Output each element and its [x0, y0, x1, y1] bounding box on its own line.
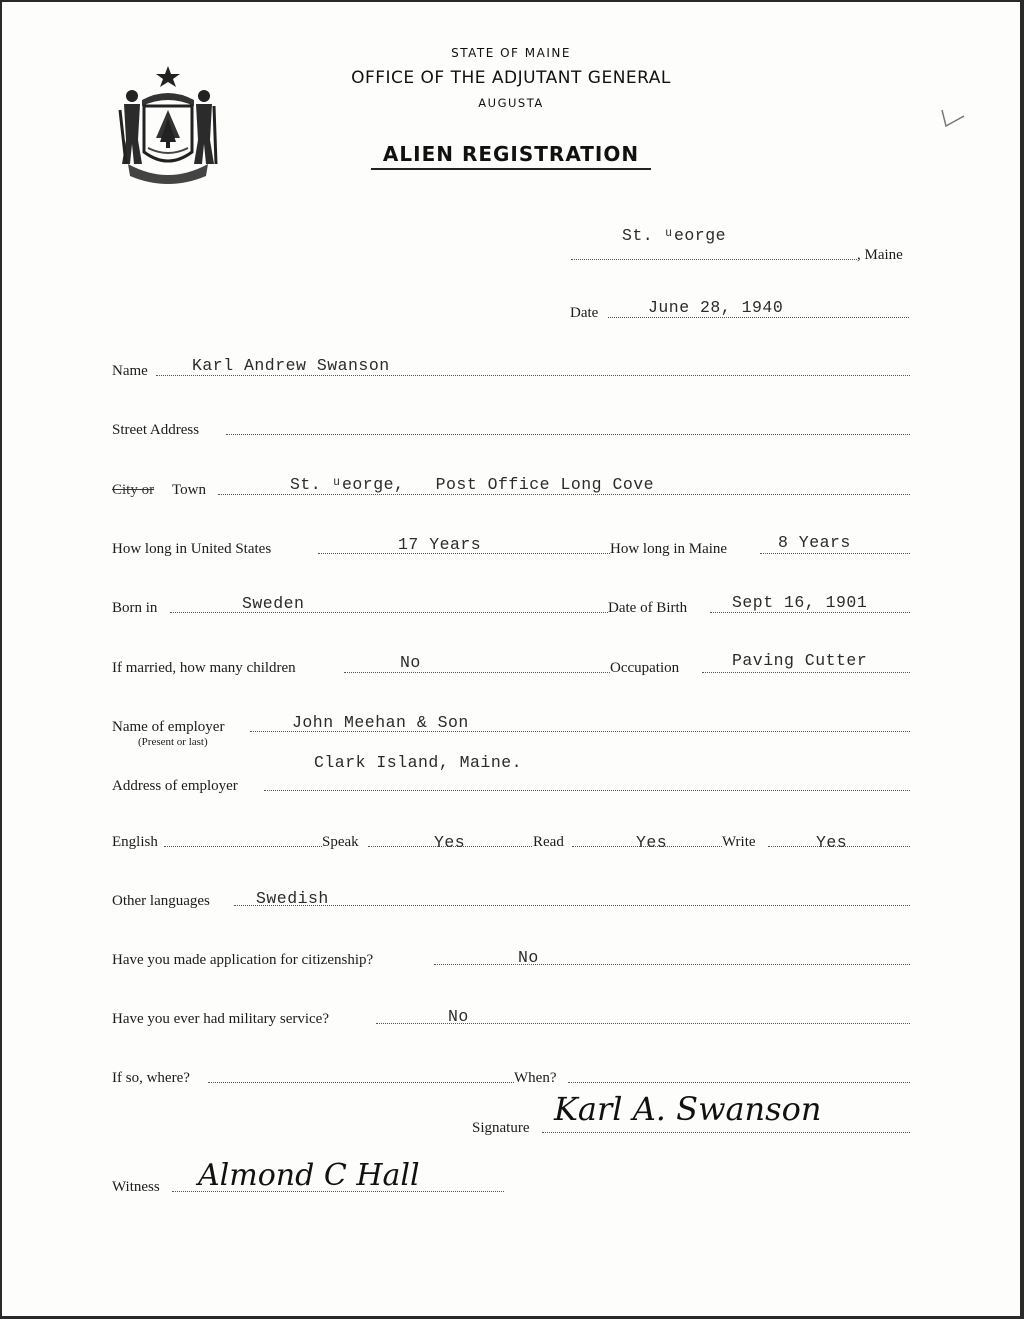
other-languages-label: Other languages	[112, 893, 210, 909]
citizenship-value: No	[518, 948, 539, 967]
town-label: Town	[172, 482, 206, 498]
maine-years-value: 8 Years	[778, 533, 851, 552]
born-value: Sweden	[242, 594, 305, 613]
employer-address-label: Address of employer	[112, 778, 238, 794]
town-value: St. ᵘeorge, Post Office Long Cove	[290, 475, 655, 494]
citizenship-label: Have you made application for citizenship?	[112, 952, 374, 968]
witness-label: Witness	[112, 1179, 160, 1195]
maine-years-label: How long in Maine	[610, 541, 728, 557]
check-mark-icon	[938, 106, 968, 130]
name-value: Karl Andrew Swanson	[192, 356, 390, 375]
write-label: Write	[722, 834, 756, 850]
street-label: Street Address	[112, 422, 200, 438]
us-years-label: How long in United States	[112, 541, 272, 557]
dob-label: Date of Birth	[608, 600, 688, 616]
name-label: Name	[112, 363, 148, 379]
registration-form	[2, 2, 1020, 1316]
place-value: St. ᵘeorge	[622, 226, 727, 245]
employer-sublabel: (Present or last)	[138, 736, 208, 748]
header-office: OFFICE OF THE ADJUTANT GENERAL	[351, 68, 671, 88]
date-label: Date	[570, 305, 599, 321]
dob-value: Sept 16, 1901	[732, 593, 868, 612]
military-label: Have you ever had military service?	[112, 1011, 329, 1027]
speak-value: Yes	[434, 833, 466, 852]
signature-label: Signature	[472, 1120, 530, 1136]
read-label: Read	[533, 834, 564, 850]
children-label: If married, how many children	[112, 660, 296, 676]
employer-value: John Meehan & Son	[292, 713, 469, 732]
occupation-label: Occupation	[610, 660, 680, 676]
read-value: Yes	[636, 833, 668, 852]
form-title: ALIEN REGISTRATION	[382, 142, 640, 166]
header-state: STATE OF MAINE	[451, 46, 571, 60]
place-suffix: , Maine	[857, 247, 903, 263]
where-label: If so, where?	[112, 1070, 190, 1086]
born-label: Born in	[112, 600, 158, 616]
occupation-value: Paving Cutter	[732, 651, 868, 670]
header-city: AUGUSTA	[478, 96, 544, 110]
employer-address-value: Clark Island, Maine.	[314, 753, 523, 772]
title-underline	[371, 168, 651, 170]
witness-handwriting: Almond C Hall	[198, 1158, 420, 1193]
us-years-value: 17 Years	[398, 535, 482, 554]
children-value: No	[400, 653, 421, 672]
speak-label: Speak	[322, 834, 359, 850]
signature-handwriting: Karl A. Swanson	[554, 1090, 822, 1128]
employer-label: Name of employer	[112, 719, 225, 735]
seal-motto: MAINE	[148, 165, 183, 174]
when-label: When?	[514, 1070, 557, 1086]
date-value: June 28, 1940	[648, 298, 784, 317]
write-value: Yes	[816, 833, 848, 852]
military-value: No	[448, 1007, 469, 1026]
english-label: English	[112, 834, 158, 850]
city-label-struck: City or	[112, 482, 155, 498]
other-languages-value: Swedish	[256, 889, 329, 908]
